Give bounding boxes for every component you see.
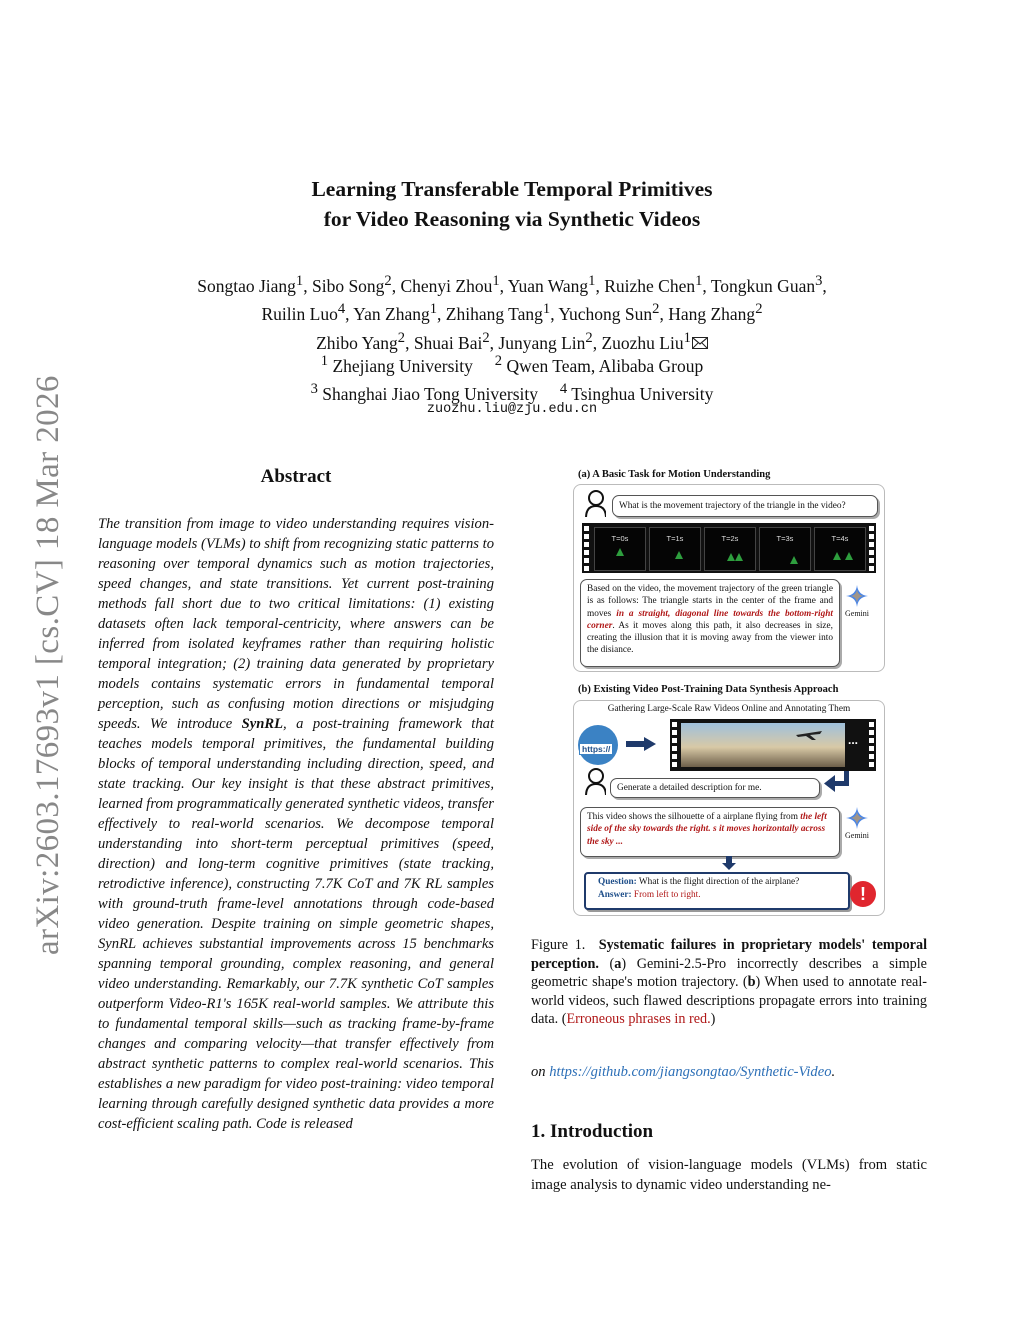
title-line-2: for Video Reasoning via Synthetic Videos [323, 207, 701, 231]
affil-num: 3 [310, 381, 318, 398]
answer-text: This video shows the silhouette of a airplane flying from [587, 812, 801, 822]
author: Chenyi Zhou [400, 275, 493, 296]
author: Hang Zhang [668, 304, 756, 325]
user-icon [584, 767, 606, 795]
author-affil: 1 [588, 273, 596, 289]
arxiv-stamp: arXiv:2603.17693v1 [cs.CV] 18 Mar 2026 [30, 375, 66, 955]
more-frames-ellipsis: ... [848, 733, 859, 747]
video-frames-strip [582, 523, 876, 573]
affil-name: Qwen Team, Alibaba Group [506, 355, 704, 376]
panel-a-title: (a) A Basic Task for Motion Understanding [578, 469, 771, 480]
film-perforation [670, 719, 679, 769]
gemini-description-bubble [580, 807, 840, 857]
author-list [0, 270, 1024, 355]
contact-email[interactable]: zuozhu.liu@zju.edu.cn [426, 402, 598, 417]
caption-label: Figure 1. [531, 937, 586, 953]
frame-time: T=4s [831, 534, 849, 543]
abstract-text: , a post-training framework that teaches models temporal primitives, the fundamental building blocks of temporal understanding including direction, speed, and state tracking. Our key insight is that these abstract primitives, learned from programmatically generated synthetic videos, transfer effectively to real-world scenarios. We decompose temporal understanding into short-term perceptual primitives (speed, direction) and long-term cognitive primitives (state tracking, retrodictive inference), constructing 7.7K CoT and 7K RL samples with ground-truth frame-level annotations through code-based video generation. Despite training on simple geometric shapes, SynRL achieves substantial improvements across 15 benchmarks spanning temporal grounding, complex reasoning, and general video understanding. Remarkably, our 7.7K synthetic CoT samples outperform Video-R1's 165K real-world samples. We attribute this to fundamental temporal skills—such as tracking frame-by-frame changes and comparing velocity—that transfer effectively from abstract synthetic patterns to complex real-world scenarios. This establishes a new paradigm for video post-training: video temporal learning through carefully designed synthetic data provides a more cost-efficient scaling path. Code is released [98, 716, 494, 1132]
user-icon [584, 489, 606, 517]
video-frame [649, 527, 701, 571]
frame-time: T=3s [776, 534, 794, 543]
triangle-shape [790, 556, 798, 564]
author: Zhihang Tang [445, 304, 543, 325]
film-perforation [867, 523, 876, 573]
affil-name: Tsinghua University [571, 384, 714, 405]
answer-text: . As it moves along this path, it also decreases in size, creating the illusion that it is moving away from the viewer into the disiance. [587, 620, 833, 656]
erroneous-phrase: the left side of the sky towards the right. s it moves horizontally across the sky ... [587, 812, 827, 847]
figure-panel-a [573, 484, 885, 672]
frame-time: T=2s [721, 534, 739, 543]
author: Yan Zhang [353, 304, 430, 325]
gemini-answer-bubble [580, 579, 840, 667]
triangle-shape [727, 553, 735, 561]
abstract-heading: Abstract [260, 466, 332, 487]
author: Ruizhe Chen [604, 275, 696, 296]
affil-name: Zhejiang University [332, 355, 473, 376]
erroneous-phrase: in a straight, diagonal line towards the bottom-right corner [587, 608, 833, 631]
caption-tag: b [747, 974, 756, 991]
author-affil: 2 [397, 329, 406, 346]
video-frame [814, 527, 866, 571]
question-label: Question: [598, 877, 637, 887]
triangle-shape [833, 552, 841, 560]
question-bubble: What is the movement trajectory of the triangle in the video? [612, 495, 878, 517]
video-frame [594, 527, 646, 571]
warning-icon: ! [850, 881, 876, 907]
author-affil: 1 [695, 273, 703, 289]
affil-num: 4 [559, 381, 568, 398]
affil-num: 1 [320, 353, 329, 369]
author: Shuai Bai [413, 332, 483, 353]
film-perforation [867, 719, 876, 769]
return-arrow-icon [824, 771, 852, 795]
author-affil: 1 [295, 273, 304, 289]
panel-b-title: (b) Existing Video Post-Training Data Synthesis Approach [578, 684, 839, 695]
figure-caption: Figure 1. Systematic failures in proprietary models' temporal perception. (a) Gemini-2.5-Pro incorrectly describes a simple geometric shape's motion trajectory. (b) When used to annotate real-world videos, such flawed descriptions propagate errors into training data. (Erroneous phrases in red.) [531, 937, 928, 1028]
author-affil: 1 [683, 329, 691, 346]
author-affil: 1 [429, 301, 438, 318]
author-affil: 2 [652, 301, 660, 318]
code-link-line: on https://github.com/jiangsongtao/Synthetic-Video. [531, 1064, 836, 1080]
gemini-icon [846, 807, 868, 829]
triangle-shape [845, 552, 853, 560]
film-perforation [582, 523, 591, 573]
question-text: What is the flight direction of the airplane? [638, 877, 800, 887]
gemini-logo [840, 807, 874, 840]
caption-text: Gemini-2.5-Pro incorrectly describes a simple geometric shape's motion trajectory. [531, 955, 927, 991]
author: Yuchong Sun [558, 304, 653, 325]
author: Junyang Lin [498, 332, 586, 353]
author: Zhibo Yang [316, 332, 398, 353]
frame-time: T=1s [666, 534, 684, 543]
author-affil: 3 [815, 273, 823, 289]
caption-red-note: Erroneous phrases in red. [566, 1011, 711, 1028]
video-frame [704, 527, 756, 571]
prompt-bubble: Generate a detailed description for me. [610, 778, 820, 798]
abstract-body [98, 514, 494, 1134]
gemini-label: Gemini [845, 609, 869, 618]
abstract-text: The transition from image to video understanding requires vision-language models (VLMs) to shift from recognizing static patterns to reasoning over temporal dynamics such as motion trajectories, speed changes, and state transitions. Yet current post-training methods fall short due to two critical limitations: (1) existing datasets often lack temporal-centricity, where answers can be inferred from isolated keyframes rather than requiring holistic temporal integration; (2) training data generated by proprietary models contains systematic errors in fundamental temporal perception, such as confusing motion directions or misjudging speeds. We introduce [98, 516, 494, 732]
author: Tongkun Guan [710, 275, 816, 296]
answer-label: Answer: [598, 890, 632, 900]
code-url-link[interactable]: https://github.com/jiangsongtao/Synthetic-Video [549, 1064, 832, 1080]
affil-num: 2 [494, 353, 503, 369]
title-line-1: Learning Transferable Temporal Primitives [311, 177, 713, 201]
author: Sibo Song [311, 275, 385, 296]
author-affil: 2 [482, 329, 490, 346]
figure-panel-b [573, 700, 885, 916]
code-prefix: on [531, 1064, 550, 1080]
triangle-shape [675, 551, 683, 559]
frame-time: T=0s [611, 534, 629, 543]
paper-title [0, 174, 1024, 234]
author-line-3: Zhibo Yang$^2$, Shuai Bai$^2$, Junyang Lin$^2$, Zuozhu Liu$^1$ [0, 327, 1024, 355]
triangle-shape [735, 553, 743, 561]
author: Yuan Wang [507, 275, 589, 296]
author-affil: 2 [755, 301, 763, 318]
section-heading-introduction: 1. Introduction [531, 1121, 654, 1142]
caption-tag: a [614, 955, 622, 972]
video-frame [759, 527, 811, 571]
url-badge: https:// [579, 743, 613, 755]
introduction-text: The evolution of vision-language models (VLMs) from static image analysis to dynamic video understanding ne- [531, 1157, 927, 1193]
answer-value: From left to right. [633, 890, 701, 900]
real-video-strip [670, 719, 876, 771]
gemini-logo [840, 585, 874, 618]
gemini-icon [846, 585, 868, 607]
right-arrow-icon [626, 737, 656, 751]
caption-title: Systematic failures in proprietary models' temporal perception. [531, 937, 928, 972]
answer-text: Based on the video, the movement trajectory of the green triangle is as follows: The triangle starts in the center of the frame and moves [587, 584, 833, 619]
caption-text: When used to annotate real-world videos, such flawed descriptions propagate errors into training data. [531, 974, 927, 1028]
gemini-label: Gemini [845, 831, 869, 840]
author: Songtao Jiang [197, 275, 296, 296]
affil-name: Shanghai Jiao Tong University [322, 384, 538, 405]
airplane-icon [796, 727, 822, 741]
author-affil: 2 [585, 329, 593, 346]
author-affil: 1 [492, 273, 500, 289]
qa-box [584, 872, 850, 910]
triangle-shape [616, 548, 624, 556]
author-affil: 1 [542, 301, 551, 318]
author-affil: 2 [384, 273, 392, 289]
author: Zuozhu Liu [601, 332, 684, 353]
author: Ruilin Luo [261, 304, 338, 325]
envelope-icon [692, 337, 708, 349]
author-affil: 4 [337, 301, 346, 318]
affiliations [0, 350, 1024, 407]
affil-line-1 [0, 350, 1024, 378]
panel-b-subtitle: Gathering Large-Scale Raw Videos Online and Annotating Them [607, 704, 851, 714]
down-arrow-icon [722, 856, 736, 870]
author-line-1: Songtao Jiang$^1$, Sibo Song$^2$, Chenyi Zhou$^1$, Yuan Wang$^1$, Ruizhe Chen$^1$, Tongkun Guan$^3$, [197, 273, 827, 296]
method-name: SynRL [241, 716, 284, 732]
author-line-2: Ruilin Luo$^4$, Yan Zhang$^1$, Zhihang Tang$^1$, Yuchong Sun$^2$, Hang Zhang$^2$ [261, 301, 763, 325]
